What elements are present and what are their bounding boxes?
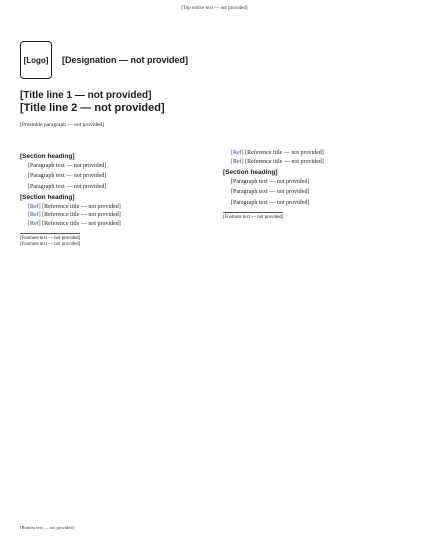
footnote-divider [20, 233, 80, 234]
footnote: [Footnote text — not provided] [20, 236, 81, 241]
logo: [Logo] [20, 41, 52, 79]
footnote: [Footnote text — not provided] [223, 215, 284, 220]
paragraph: [Paragraph text — not provided] [28, 173, 107, 179]
paragraph: [Paragraph text — not provided] [28, 183, 107, 190]
section-heading: [Section heading] [20, 153, 75, 160]
reference-link[interactable]: [Ref] [28, 220, 41, 227]
footnote: [Footnote text — not provided] [20, 242, 81, 247]
designation: [Designation — not provided] [62, 55, 188, 65]
header [20, 40, 409, 80]
reference-item [231, 150, 409, 158]
paragraph: [Paragraph text — not provided] [231, 178, 310, 185]
reference-link[interactable]: [Ref] [231, 158, 244, 165]
bottom-text: [Bottom text — not provided] [20, 525, 74, 530]
right-column [223, 150, 409, 221]
left-column [20, 150, 206, 248]
reference-item [28, 212, 206, 220]
reference-link[interactable]: [Ref] [28, 212, 41, 218]
reference-title: [Reference title — not provided] [42, 212, 121, 218]
title-block [20, 90, 409, 115]
preamble: [Preamble paragraph — not provided] [20, 122, 104, 128]
reference-title: [Reference title — not provided] [245, 150, 324, 156]
reference-item [28, 221, 206, 229]
paragraph: [Paragraph text — not provided] [28, 162, 107, 169]
reference-link[interactable]: [Ref] [28, 203, 41, 210]
top-notice: [Top notice text — not provided] [181, 6, 248, 11]
footnote-divider [223, 212, 283, 213]
paragraph: [Paragraph text — not provided] [231, 199, 310, 206]
reference-item [231, 159, 409, 167]
title-line-1: [Title line 1 — not provided] [20, 90, 152, 101]
reference-title: [Reference title — not provided] [245, 158, 324, 165]
section-heading: [Section heading] [20, 194, 75, 201]
reference-title: [Reference title — not provided] [42, 203, 121, 210]
section-heading: [Section heading] [223, 169, 278, 176]
reference-title: [Reference title — not provided] [42, 220, 121, 227]
reference-link[interactable]: [Ref] [231, 150, 244, 156]
paragraph: [Paragraph text — not provided] [231, 189, 310, 195]
reference-item [28, 204, 206, 212]
title-line-2: [Title line 2 — not provided] [20, 102, 165, 114]
